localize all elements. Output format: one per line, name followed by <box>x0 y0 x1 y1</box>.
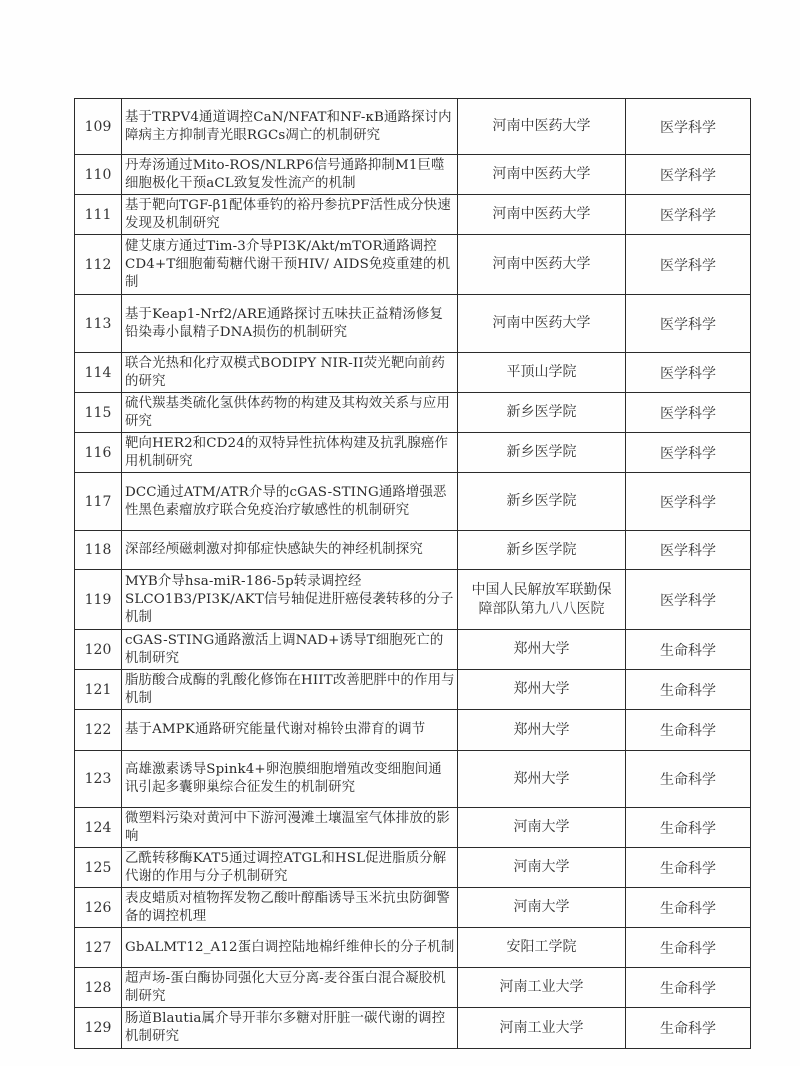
institution-name: 中国人民解放军联勤保障部队第九八八医院 <box>471 581 612 617</box>
discipline-field: 生命科学 <box>626 630 751 670</box>
table-row <box>75 393 751 433</box>
row-number: 117 <box>75 473 122 531</box>
table-row <box>75 531 751 570</box>
discipline-field: 生命科学 <box>626 888 751 928</box>
table-row <box>75 968 751 1008</box>
institution <box>458 888 626 928</box>
institution-name: 新乡医学院 <box>506 541 577 558</box>
institution <box>458 630 626 670</box>
row-number: 109 <box>75 99 122 155</box>
institution <box>458 99 626 155</box>
row-number: 127 <box>75 928 122 968</box>
institution <box>458 295 626 353</box>
table-row <box>75 195 751 235</box>
institution <box>458 808 626 848</box>
row-number: 115 <box>75 393 122 433</box>
table-row <box>75 155 751 195</box>
project-title: 肠道Blautia属介导开菲尔多糖对肝脏一碳代谢的调控机制研究 <box>122 1008 458 1049</box>
table-row <box>75 848 751 888</box>
institution <box>458 393 626 433</box>
row-number: 112 <box>75 235 122 295</box>
institution <box>458 710 626 751</box>
project-title: 健艾康方通过Tim-3介导PI3K/Akt/mTOR通路调控CD4+T细胞葡萄糖代谢干预HIV/ AIDS免疫重建的机制 <box>122 235 458 295</box>
row-number: 122 <box>75 710 122 751</box>
project-title: GbALMT12_A12蛋白调控陆地棉纤维伸长的分子机制 <box>122 928 458 968</box>
discipline-field: 医学科学 <box>626 235 751 295</box>
project-title: cGAS-STING通路激活上调NAD+诱导T细胞死亡的机制研究 <box>122 630 458 670</box>
project-title: 超声场-蛋白酶协同强化大豆分离-麦谷蛋白混合凝胶机制研究 <box>122 968 458 1008</box>
row-number: 116 <box>75 433 122 473</box>
institution-name: 郑州大学 <box>513 681 570 697</box>
institution <box>458 928 626 968</box>
institution <box>458 235 626 295</box>
project-title: 乙酰转移酶KAT5通过调控ATGL和HSL促进脂质分解代谢的作用与分子机制研究 <box>122 848 458 888</box>
table-row <box>75 433 751 473</box>
project-rows <box>75 99 751 1049</box>
project-title: 硫代羰基类硫化氢供体药物的构建及其构效关系与应用研究 <box>122 393 458 433</box>
institution <box>458 751 626 808</box>
institution-name: 河南大学 <box>513 819 570 835</box>
institution <box>458 670 626 710</box>
table-row <box>75 295 751 353</box>
discipline-field: 生命科学 <box>626 808 751 848</box>
institution <box>458 968 626 1008</box>
table-row <box>75 99 751 155</box>
discipline-field: 生命科学 <box>626 751 751 808</box>
discipline-field: 医学科学 <box>626 99 751 155</box>
discipline-field: 医学科学 <box>626 295 751 353</box>
table-row <box>75 808 751 848</box>
table-row <box>75 570 751 630</box>
row-number: 121 <box>75 670 122 710</box>
project-title: 脂肪酸合成酶的乳酸化修饰在HIIT改善肥胖中的作用与机制 <box>122 670 458 710</box>
project-title: 丹寿汤通过Mito-ROS/NLRP6信号通路抑制M1巨噬细胞极化干预aCL致复发性流产的机制 <box>122 155 458 195</box>
institution-name: 新乡医学院 <box>506 404 577 420</box>
discipline-field: 生命科学 <box>626 670 751 710</box>
table-row <box>75 928 751 968</box>
row-number: 124 <box>75 808 122 848</box>
project-title: MYB介导hsa-miR-186-5p转录调控经SLCO1B3/PI3K/AKT信号轴促进肝癌侵袭转移的分子机制 <box>122 570 458 630</box>
institution <box>458 1008 626 1049</box>
project-title: DCC通过ATM/ATR介导的cGAS-STING通路增强恶性黑色素瘤放疗联合免疫治疗敏感性的机制研究 <box>122 473 458 531</box>
institution-name: 郑州大学 <box>513 770 570 787</box>
institution-name: 平顶山学院 <box>506 364 577 380</box>
table-row <box>75 353 751 393</box>
institution <box>458 433 626 473</box>
institution <box>458 570 626 630</box>
table-row <box>75 473 751 531</box>
institution-name: 安阳工学院 <box>506 939 577 955</box>
discipline-field: 生命科学 <box>626 928 751 968</box>
discipline-field: 生命科学 <box>626 710 751 751</box>
institution-name: 河南中医药大学 <box>492 256 591 272</box>
discipline-field: 生命科学 <box>626 848 751 888</box>
project-title: 基于TRPV4通道调控CaN/NFAT和NF-κB通路探讨内障病主方抑制青光眼RGCs凋亡的机制研究 <box>122 99 458 155</box>
project-title: 基于Keap1-Nrf2/ARE通路探讨五味扶正益精汤修复铅染毒小鼠精子DNA损伤的机制研究 <box>122 295 458 353</box>
discipline-field: 生命科学 <box>626 968 751 1008</box>
institution <box>458 195 626 235</box>
project-title: 微塑料污染对黄河中下游河漫滩土壤温室气体排放的影响 <box>122 808 458 848</box>
institution-name: 郑州大学 <box>513 641 570 657</box>
institution-name: 河南大学 <box>513 899 570 915</box>
institution-name: 河南中医药大学 <box>492 315 591 331</box>
institution-name: 新乡医学院 <box>506 493 577 509</box>
discipline-field: 医学科学 <box>626 473 751 531</box>
project-title: 靶向HER2和CD24的双特异性抗体构建及抗乳腺癌作用机制研究 <box>122 433 458 473</box>
row-number: 111 <box>75 195 122 235</box>
institution <box>458 353 626 393</box>
project-list-table <box>74 98 751 1049</box>
project-title: 高雄激素诱导Spink4+卵泡膜细胞增殖改变细胞间通讯引起多囊卵巢综合征发生的机制研究 <box>122 751 458 808</box>
table-row <box>75 888 751 928</box>
institution-name: 郑州大学 <box>513 721 570 738</box>
project-title: 联合光热和化疗双模式BODIPY NIR-II荧光靶向前药的研究 <box>122 353 458 393</box>
discipline-field: 医学科学 <box>626 155 751 195</box>
row-number: 113 <box>75 295 122 353</box>
table-row <box>75 1008 751 1049</box>
institution-name: 河南大学 <box>513 859 570 875</box>
table-row <box>75 751 751 808</box>
table-row <box>75 670 751 710</box>
institution-name: 河南工业大学 <box>499 1019 584 1036</box>
discipline-field: 医学科学 <box>626 531 751 570</box>
discipline-field: 医学科学 <box>626 353 751 393</box>
discipline-field: 医学科学 <box>626 393 751 433</box>
row-number: 125 <box>75 848 122 888</box>
project-title: 基于AMPK通路研究能量代谢对棉铃虫滞育的调节 <box>122 710 458 751</box>
discipline-field: 医学科学 <box>626 195 751 235</box>
institution <box>458 155 626 195</box>
row-number: 129 <box>75 1008 122 1049</box>
table-row <box>75 710 751 751</box>
discipline-field: 生命科学 <box>626 1008 751 1049</box>
row-number: 120 <box>75 630 122 670</box>
table-row <box>75 630 751 670</box>
table-row <box>75 235 751 295</box>
discipline-field: 医学科学 <box>626 433 751 473</box>
row-number: 119 <box>75 570 122 630</box>
institution <box>458 531 626 570</box>
project-title: 深部经颅磁刺激对抑郁症快感缺失的神经机制探究 <box>122 531 458 570</box>
row-number: 126 <box>75 888 122 928</box>
row-number: 118 <box>75 531 122 570</box>
institution <box>458 848 626 888</box>
institution-name: 新乡医学院 <box>506 444 577 460</box>
row-number: 128 <box>75 968 122 1008</box>
project-title: 表皮蜡质对植物挥发物乙酸叶醇酯诱导玉米抗虫防御警备的调控机理 <box>122 888 458 928</box>
institution-name: 河南中医药大学 <box>492 118 591 134</box>
project-title: 基于靶向TGF-β1配体垂钓的裕丹参抗PF活性成分快速发现及机制研究 <box>122 195 458 235</box>
discipline-field: 医学科学 <box>626 570 751 630</box>
institution-name: 河南中医药大学 <box>492 166 591 182</box>
institution-name: 河南中医药大学 <box>492 206 591 222</box>
row-number: 123 <box>75 751 122 808</box>
row-number: 110 <box>75 155 122 195</box>
institution <box>458 473 626 531</box>
institution-name: 河南工业大学 <box>499 979 584 995</box>
row-number: 114 <box>75 353 122 393</box>
